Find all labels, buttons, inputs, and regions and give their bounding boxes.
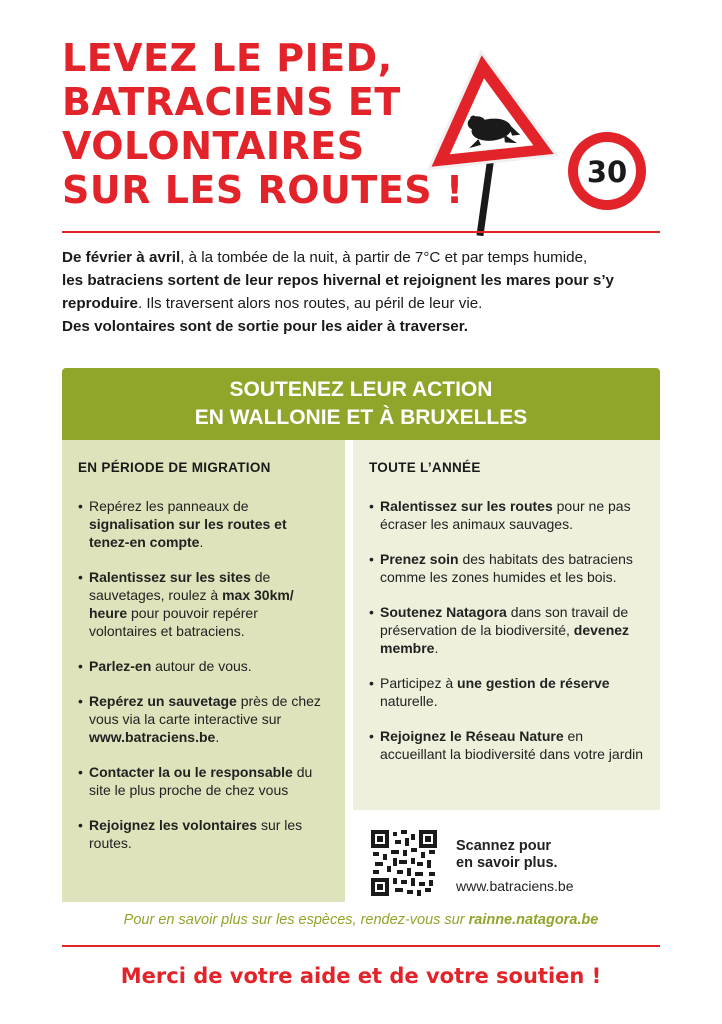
banner-line: SOUTENEZ LEUR ACTION xyxy=(229,378,493,401)
title-line: VOLONTAIRES xyxy=(62,124,365,168)
speed-limit-icon xyxy=(566,130,648,212)
list-item: • Ralentissez sur les routes pour ne pas écraser les animaux sauvages. xyxy=(369,497,644,533)
qr-code-icon[interactable] xyxy=(371,830,437,896)
intro-text-part: . Ils traversent alors nos routes, au péril de leur vie. xyxy=(137,295,483,312)
list-item: • Rejoignez les volontaires sur les routes. xyxy=(78,816,329,852)
thanks-message: Merci de votre aide et de votre soutien ! xyxy=(120,964,602,988)
list-item: • Repérez un sauvetage près de chez vous via la carte interactive sur www.batraciens.be. xyxy=(78,692,329,746)
divider xyxy=(62,945,660,947)
page-title xyxy=(62,36,464,212)
title-line: SUR LES ROUTES ! xyxy=(62,168,464,212)
list-item: • Repérez les panneaux de signalisation sur les routes et tenez-en compte. xyxy=(78,497,329,551)
year-round-panel xyxy=(353,440,660,810)
intro-bold: les batraciens sortent de leur repos hivernal et rejoignent les mares pour s’y reproduire xyxy=(62,272,615,312)
scan-prompt xyxy=(456,838,558,872)
scan-line: Scannez pour xyxy=(456,838,552,854)
list-item: • Participez à une gestion de réserve naturelle. xyxy=(369,674,644,710)
list-item: • Contacter la ou le responsable du site le plus proche de chez vous xyxy=(78,763,329,799)
scan-url-link[interactable]: www.batraciens.be xyxy=(456,878,574,894)
support-banner xyxy=(62,368,660,440)
list-item: • Soutenez Natagora dans son travail de préservation de la biodiversité, devenez membre. xyxy=(369,603,644,657)
intro-bold: Des volontaires sont de sortie pour les aider à traverser. xyxy=(62,318,469,335)
website-link[interactable]: www.batraciens.be xyxy=(89,729,216,745)
intro-text-part: , à la tombée de la nuit, à partir de 7°C et par temps humide, xyxy=(180,249,588,266)
migration-panel xyxy=(62,440,345,902)
title-line: LEVEZ LE PIED, xyxy=(62,36,393,80)
speed-limit-value: 30 xyxy=(586,155,628,189)
title-line: BATRACIENS ET xyxy=(62,80,401,124)
scan-line: en savoir plus. xyxy=(456,855,558,871)
list-item: • Ralentissez sur les sites de sauvetages, roulez à max 30km/ heure pour pouvoir repérer volontaires et batraciens. xyxy=(78,568,329,640)
year-heading: TOUTE L’ANNÉE xyxy=(369,460,481,475)
list-item: • Rejoignez le Réseau Nature en accueillant la biodiversité dans votre jardin xyxy=(369,727,644,763)
natagora-link[interactable]: rainne.natagora.be xyxy=(468,912,599,928)
banner-line: EN WALLONIE ET À BRUXELLES xyxy=(194,406,528,429)
frog-warning-sign-icon xyxy=(418,46,558,236)
intro-bold: De février à avril xyxy=(62,249,181,266)
more-info-text: Pour en savoir plus sur les espèces, rendez-vous sur rainne.natagora.be xyxy=(123,912,599,928)
migration-heading: EN PÉRIODE DE MIGRATION xyxy=(78,460,271,475)
divider xyxy=(62,231,660,233)
list-item: • Parlez-en autour de vous. xyxy=(78,657,329,675)
list-item: • Prenez soin des habitats des batraciens comme les zones humides et les bois. xyxy=(369,550,644,586)
intro-text xyxy=(62,246,662,338)
